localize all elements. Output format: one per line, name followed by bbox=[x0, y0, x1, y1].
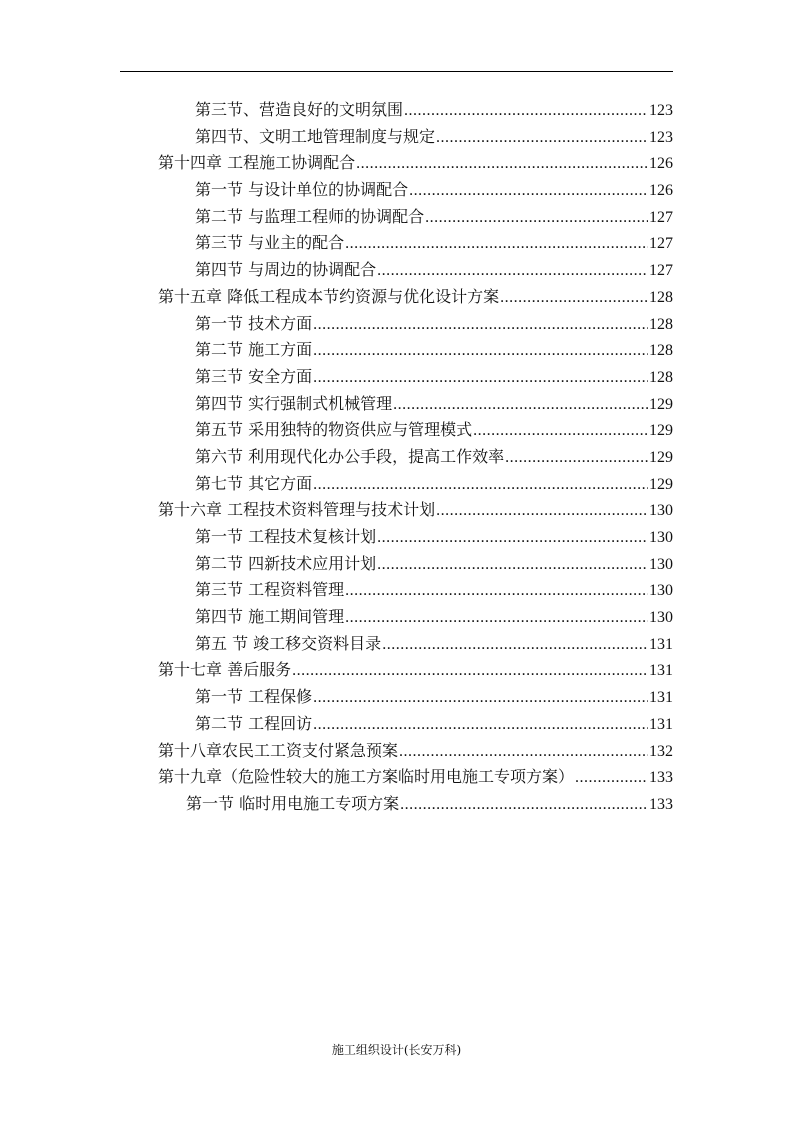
toc-entry-title: 第六节 利用现代化办公手段，提高工作效率 bbox=[195, 446, 505, 466]
toc-leader-dots bbox=[313, 712, 648, 739]
toc-page-number: 128 bbox=[649, 368, 673, 386]
toc-page-number: 133 bbox=[649, 769, 673, 787]
toc-page-number: 127 bbox=[649, 235, 673, 253]
toc-entry-title: 第十七章 善后服务 bbox=[158, 660, 292, 680]
toc-entry-title: 第二节 工程回访 bbox=[195, 713, 313, 733]
toc-leader-dots bbox=[377, 258, 648, 285]
toc-page-number: 130 bbox=[649, 609, 673, 627]
toc-entry-title: 第四节 实行强制式机械管理 bbox=[195, 393, 393, 413]
toc-leader-dots bbox=[404, 98, 648, 125]
toc-entry-title: 第二节 四新技术应用计划 bbox=[195, 553, 377, 573]
toc-section-entry[interactable] bbox=[158, 711, 673, 738]
toc-leader-dots bbox=[575, 765, 648, 792]
toc-page-number: 130 bbox=[649, 582, 673, 600]
toc-entry-title: 第二节 与监理工程师的协调配合 bbox=[195, 206, 425, 226]
toc-leader-dots bbox=[393, 392, 648, 419]
toc-leader-dots bbox=[313, 365, 648, 392]
toc-section-entry[interactable] bbox=[158, 551, 673, 578]
toc-leader-dots bbox=[382, 632, 648, 659]
toc-leader-dots bbox=[313, 685, 648, 712]
toc-entry-title: 第一节 临时用电施工专项方案 bbox=[186, 793, 400, 813]
toc-leader-dots bbox=[313, 338, 648, 365]
toc-chapter-entry[interactable] bbox=[158, 657, 673, 684]
toc-entry-title: 第五 节 竣工移交资料目录 bbox=[195, 633, 382, 653]
toc-section-entry[interactable] bbox=[158, 257, 673, 284]
toc-section-entry[interactable] bbox=[158, 230, 673, 257]
toc-page-number: 129 bbox=[649, 448, 673, 466]
toc-entry-title: 第三节、营造良好的文明氛围 bbox=[195, 100, 404, 119]
toc-entry-title: 第二节 施工方面 bbox=[195, 340, 313, 360]
toc-page-number: 133 bbox=[649, 795, 673, 813]
toc-leader-dots bbox=[313, 312, 648, 339]
toc-entry-title: 第三节 安全方面 bbox=[195, 366, 313, 386]
toc-page-number: 132 bbox=[649, 742, 673, 760]
toc-page-number: 123 bbox=[649, 102, 673, 119]
toc-entry-title: 第十四章 工程施工协调配合 bbox=[158, 153, 356, 173]
toc-section-entry[interactable] bbox=[158, 364, 673, 391]
toc-entry-title: 第四节 施工期间管理 bbox=[195, 607, 345, 627]
toc-chapter-entry[interactable] bbox=[158, 150, 673, 177]
toc-leader-dots bbox=[436, 125, 648, 152]
toc-section-entry[interactable] bbox=[158, 417, 673, 444]
toc-leader-dots bbox=[436, 498, 648, 525]
toc-leader-dots bbox=[505, 445, 648, 472]
toc-section-entry[interactable] bbox=[158, 524, 673, 551]
table-of-contents bbox=[158, 97, 673, 818]
toc-entry-title: 第四节 与周边的协调配合 bbox=[195, 260, 377, 280]
toc-chapter-entry[interactable] bbox=[158, 764, 673, 791]
toc-page-number: 131 bbox=[649, 715, 673, 733]
toc-page-number: 128 bbox=[649, 315, 673, 333]
toc-section-entry[interactable] bbox=[158, 444, 673, 471]
toc-leader-dots bbox=[377, 525, 648, 552]
toc-section-entry[interactable] bbox=[158, 577, 673, 604]
toc-page-number: 130 bbox=[649, 529, 673, 546]
toc-entry-title: 第三节 与业主的配合 bbox=[195, 233, 345, 253]
toc-section-entry[interactable] bbox=[158, 204, 673, 231]
toc-section-entry[interactable] bbox=[158, 791, 673, 818]
toc-leader-dots bbox=[500, 285, 648, 312]
toc-leader-dots bbox=[425, 205, 648, 232]
toc-page-number: 128 bbox=[649, 342, 673, 360]
toc-page-number: 129 bbox=[649, 395, 673, 413]
toc-page-number: 127 bbox=[649, 208, 673, 226]
toc-entry-title: 第十六章 工程技术资料管理与技术计划 bbox=[158, 500, 436, 520]
toc-page-number: 126 bbox=[649, 182, 673, 200]
toc-section-entry[interactable] bbox=[158, 391, 673, 418]
toc-leader-dots bbox=[377, 552, 648, 579]
toc-leader-dots bbox=[345, 578, 648, 605]
toc-page-number: 130 bbox=[649, 502, 673, 520]
toc-page-number: 128 bbox=[649, 288, 673, 306]
toc-chapter-entry[interactable] bbox=[158, 284, 673, 311]
toc-page-number: 127 bbox=[649, 262, 673, 280]
toc-leader-dots bbox=[473, 418, 648, 445]
toc-page-number: 129 bbox=[649, 422, 673, 440]
toc-entry-title: 第五节 采用独特的物资供应与管理模式 bbox=[195, 420, 473, 440]
toc-section-entry[interactable] bbox=[158, 604, 673, 631]
toc-entry-title: 第三节 工程资料管理 bbox=[195, 580, 345, 600]
toc-leader-dots bbox=[345, 231, 648, 258]
toc-leader-dots bbox=[292, 658, 648, 685]
toc-entry-title: 第一节 与设计单位的协调配合 bbox=[195, 180, 409, 200]
header-rule bbox=[120, 71, 673, 72]
toc-page-number: 130 bbox=[649, 555, 673, 573]
toc-entry-title: 第四节、文明工地管理制度与规定 bbox=[195, 126, 436, 146]
toc-section-entry[interactable] bbox=[158, 124, 673, 151]
toc-entry-title: 第一节 技术方面 bbox=[195, 313, 313, 333]
toc-page-number: 131 bbox=[649, 689, 673, 707]
toc-entry-title: 第一节 工程保修 bbox=[195, 687, 313, 707]
toc-entry-title: 第七节 其它方面 bbox=[195, 473, 313, 493]
toc-leader-dots bbox=[399, 739, 648, 766]
toc-page-number: 129 bbox=[649, 475, 673, 493]
toc-page-number: 123 bbox=[649, 128, 673, 146]
toc-entry-title: 第十五章 降低工程成本节约资源与优化设计方案 bbox=[158, 286, 500, 306]
toc-leader-dots bbox=[345, 605, 648, 632]
toc-entry-title: 第一节 工程技术复核计划 bbox=[195, 527, 377, 546]
toc-leader-dots bbox=[356, 151, 648, 178]
toc-section-entry[interactable] bbox=[158, 311, 673, 338]
page-footer: 施工组织设计(长安万科) bbox=[331, 1043, 462, 1057]
toc-page-number: 126 bbox=[649, 155, 673, 173]
toc-section-entry[interactable] bbox=[158, 177, 673, 204]
toc-page-number: 131 bbox=[649, 662, 673, 680]
toc-leader-dots bbox=[400, 792, 648, 819]
toc-entry-title: 第十九章（危险性较大的施工方案临时用电施工专项方案） bbox=[158, 767, 575, 787]
toc-section-entry[interactable] bbox=[158, 337, 673, 364]
toc-section-entry[interactable] bbox=[158, 684, 673, 711]
toc-chapter-entry[interactable] bbox=[158, 497, 673, 524]
toc-page-number: 131 bbox=[649, 635, 673, 653]
toc-section-entry[interactable] bbox=[158, 631, 673, 658]
toc-section-entry[interactable] bbox=[158, 471, 673, 498]
toc-chapter-entry[interactable] bbox=[158, 738, 673, 765]
toc-entry-title: 第十八章农民工工资支付紧急预案 bbox=[158, 740, 399, 760]
toc-section-entry[interactable] bbox=[158, 97, 673, 124]
toc-leader-dots bbox=[313, 472, 648, 499]
toc-leader-dots bbox=[409, 178, 648, 205]
